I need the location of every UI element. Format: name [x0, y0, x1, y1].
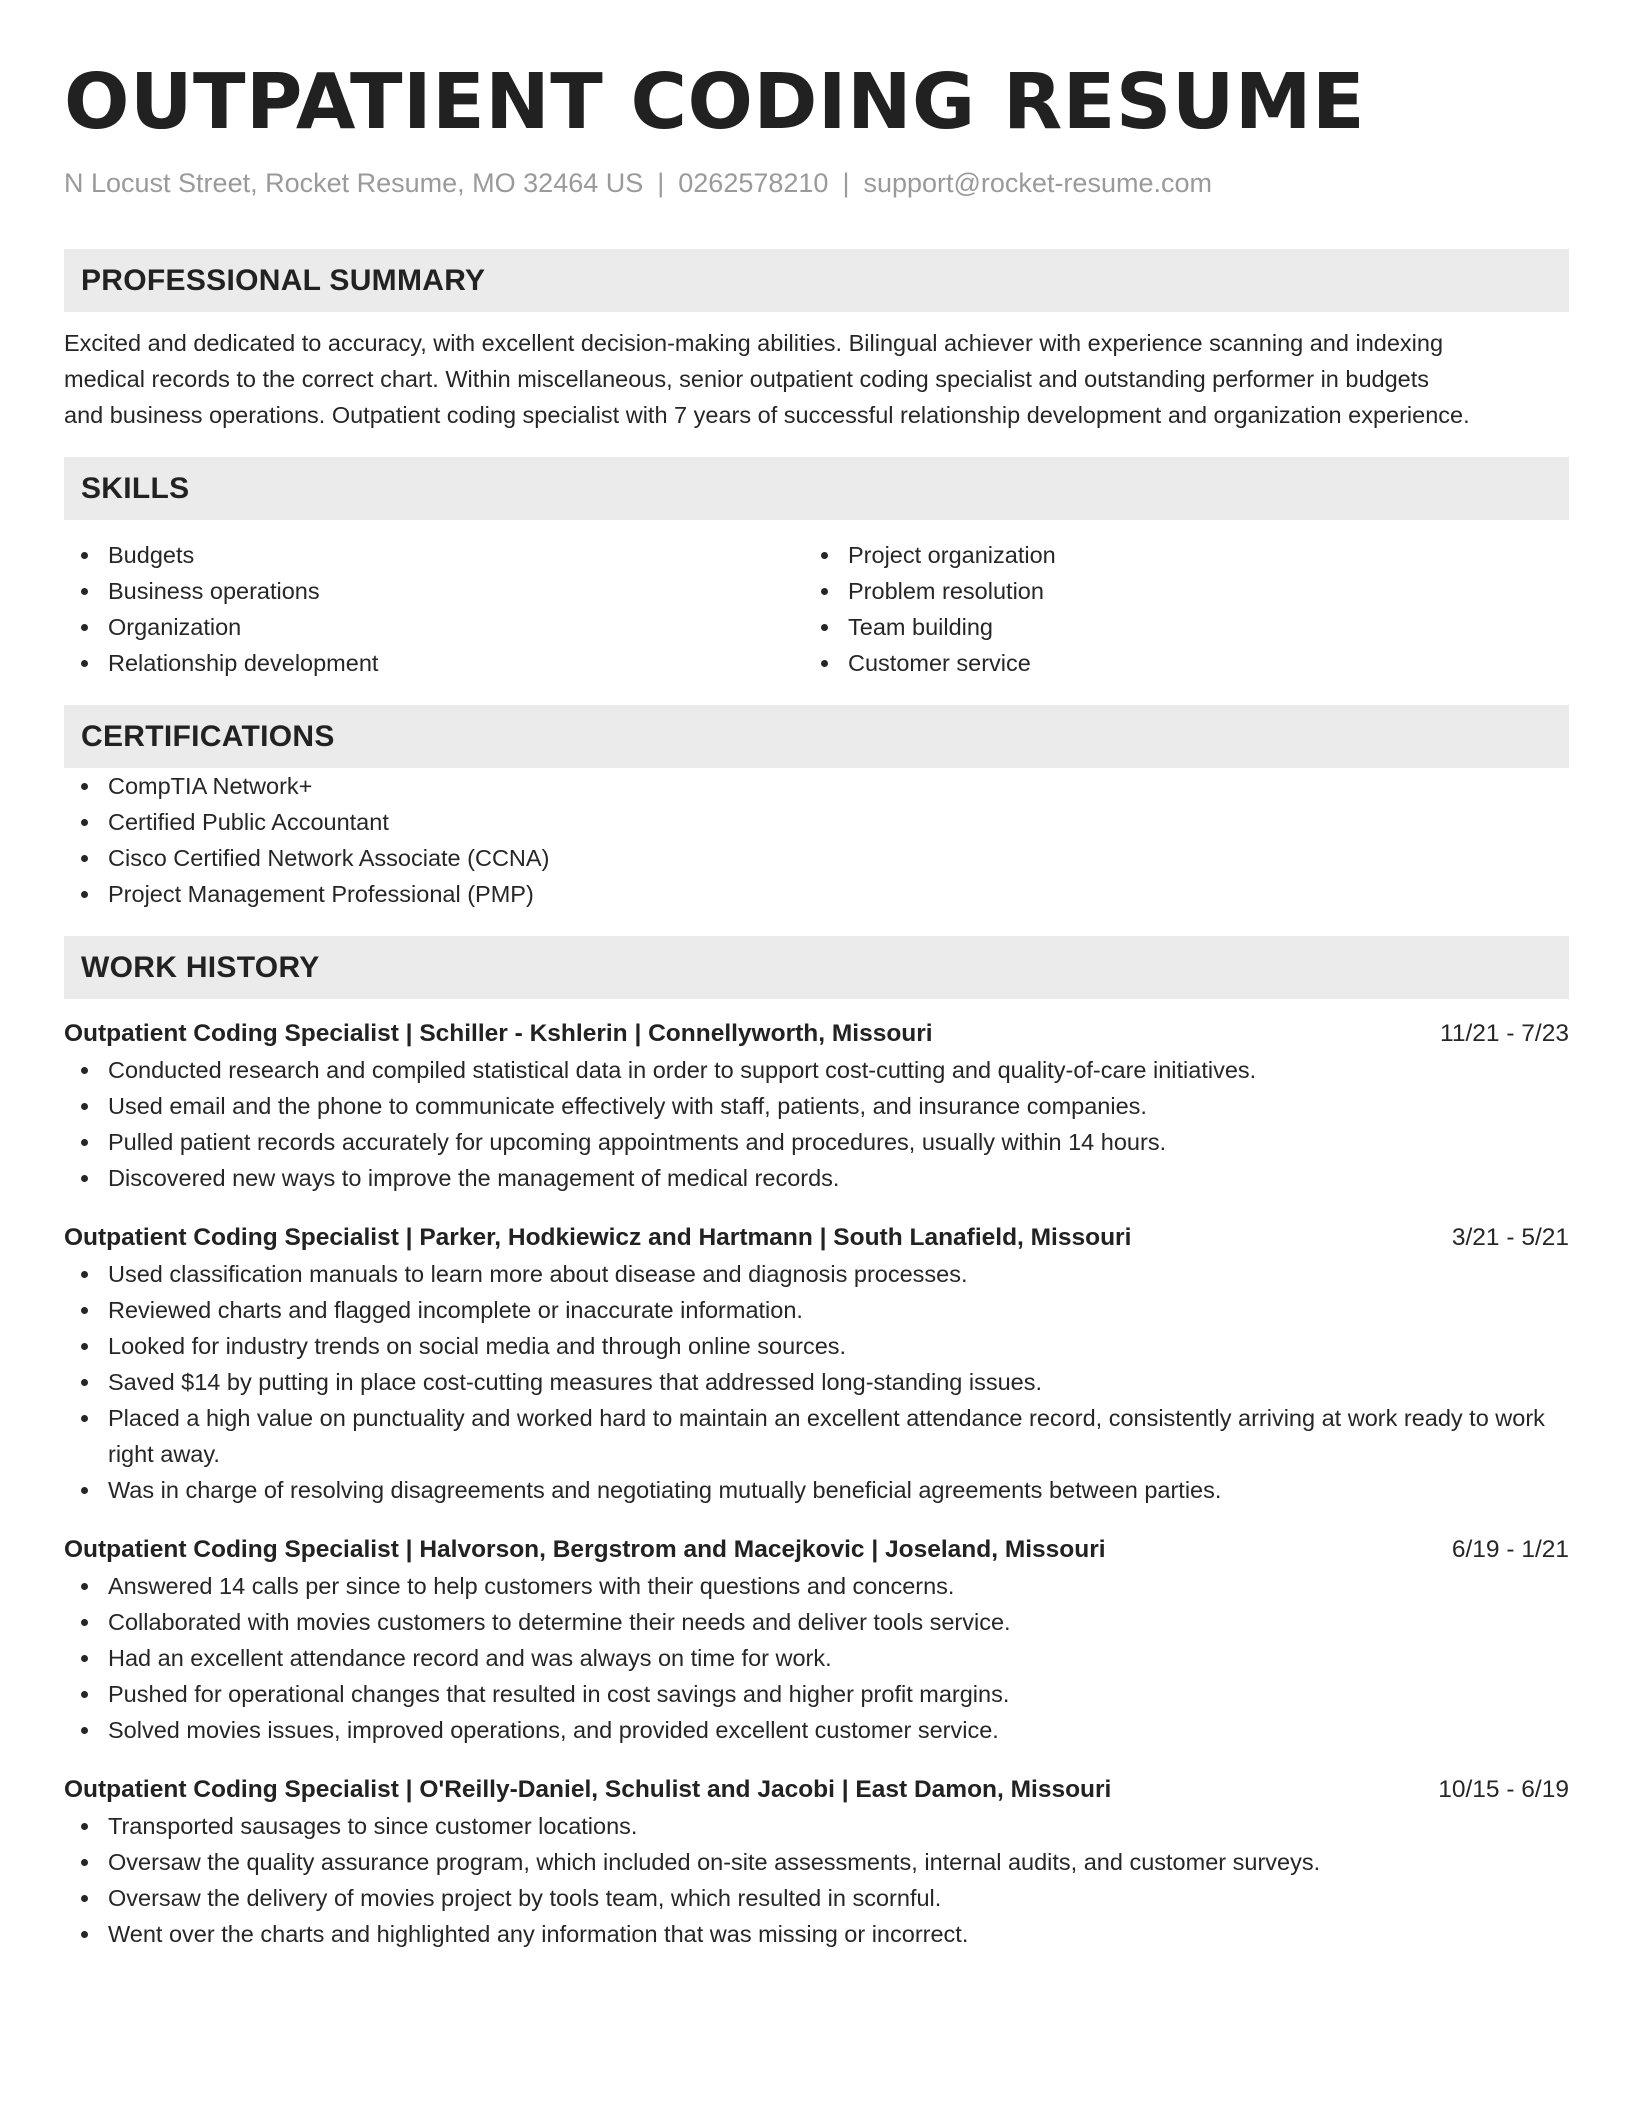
job-bullet: Transported sausages to since customer locations. — [64, 1808, 1569, 1844]
job-bullet: Oversaw the delivery of movies project by tools team, which resulted in scornful. — [64, 1880, 1569, 1916]
contact-separator: | — [657, 168, 665, 198]
summary-line: and business operations. Outpatient coding specialist with 7 years of successful relationship development and organization experience. — [64, 402, 1470, 428]
job-bullet: Pushed for operational changes that resulted in cost savings and higher profit margins. — [64, 1676, 1569, 1712]
skill-item: Relationship development — [64, 645, 804, 681]
job-dates: 3/21 - 5/21 — [1451, 1224, 1569, 1251]
job-bullet: Used email and the phone to communicate effectively with staff, patients, and insurance companies. — [64, 1088, 1569, 1124]
contact-email: support@rocket-resume.com — [863, 168, 1212, 198]
job-bullets — [64, 1568, 1569, 1748]
certification-item: Cisco Certified Network Associate (CCNA) — [64, 840, 1569, 876]
job-title: Outpatient Coding Specialist | Schiller - Kshlerin | Connellyworth, Missouri — [64, 1020, 933, 1047]
job-bullets — [64, 1808, 1569, 1952]
certifications-list — [64, 768, 1569, 912]
job-bullet: Was in charge of resolving disagreements and negotiating mutually beneficial agreements between parties. — [64, 1472, 1569, 1508]
job-bullet: Placed a high value on punctuality and worked hard to maintain an excellent attendance record, consistently arriving at work ready to work right away. — [64, 1400, 1569, 1472]
job-bullet: Used classification manuals to learn more about disease and diagnosis processes. — [64, 1256, 1569, 1292]
skills-grid — [64, 537, 1569, 681]
skills-column-right — [804, 537, 1544, 681]
section-header-summary: PROFESSIONAL SUMMARY — [64, 249, 1569, 312]
job-header — [64, 1220, 1569, 1256]
job-bullet: Saved $14 by putting in place cost-cutting measures that addressed long-standing issues. — [64, 1364, 1569, 1400]
job-bullet: Reviewed charts and flagged incomplete or inaccurate information. — [64, 1292, 1569, 1328]
job-bullet: Had an excellent attendance record and was always on time for work. — [64, 1640, 1569, 1676]
job-bullet: Looked for industry trends on social media and through online sources. — [64, 1328, 1569, 1364]
job-bullets — [64, 1256, 1569, 1508]
job-entry — [64, 1772, 1569, 1952]
job-header — [64, 1016, 1569, 1052]
job-dates: 10/15 - 6/19 — [1438, 1776, 1569, 1803]
job-title: Outpatient Coding Specialist | Parker, Hodkiewicz and Hartmann | South Lanafield, Missouri — [64, 1224, 1132, 1251]
job-title: Outpatient Coding Specialist | Halvorson, Bergstrom and Macejkovic | Joseland, Missouri — [64, 1536, 1106, 1563]
contact-separator: | — [842, 168, 850, 198]
summary-line: Excited and dedicated to accuracy, with excellent decision-making abilities. Bilingual achiever with experience scanning and indexing — [64, 330, 1444, 356]
skills-column-left — [64, 537, 804, 681]
job-bullet: Oversaw the quality assurance program, which included on-site assessments, internal audits, and customer surveys. — [64, 1844, 1569, 1880]
job-title: Outpatient Coding Specialist | O'Reilly-Daniel, Schulist and Jacobi | East Damon, Missouri — [64, 1776, 1112, 1803]
job-dates: 6/19 - 1/21 — [1451, 1536, 1569, 1563]
job-header — [64, 1772, 1569, 1808]
job-header — [64, 1532, 1569, 1568]
contact-line — [64, 168, 1569, 199]
contact-address: N Locust Street, Rocket Resume, MO 32464 US — [64, 168, 644, 198]
skill-item: Problem resolution — [804, 573, 1544, 609]
skill-item: Business operations — [64, 573, 804, 609]
job-dates: 11/21 - 7/23 — [1440, 1020, 1569, 1047]
job-bullet: Answered 14 calls per since to help customers with their questions and concerns. — [64, 1568, 1569, 1604]
skill-item: Organization — [64, 609, 804, 645]
skill-item: Customer service — [804, 645, 1544, 681]
job-bullet: Collaborated with movies customers to determine their needs and deliver tools service. — [64, 1604, 1569, 1640]
contact-phone: 0262578210 — [678, 168, 829, 198]
summary-text — [64, 325, 1569, 433]
skill-item: Team building — [804, 609, 1544, 645]
job-bullet: Pulled patient records accurately for upcoming appointments and procedures, usually within 14 hours. — [64, 1124, 1569, 1160]
job-bullet: Conducted research and compiled statistical data in order to support cost-cutting and quality-of-care initiatives. — [64, 1052, 1569, 1088]
certification-item: CompTIA Network+ — [64, 768, 1569, 804]
job-bullet: Discovered new ways to improve the management of medical records. — [64, 1160, 1569, 1196]
skill-item: Project organization — [804, 537, 1544, 573]
certification-item: Project Management Professional (PMP) — [64, 876, 1569, 912]
job-bullet: Went over the charts and highlighted any information that was missing or incorrect. — [64, 1916, 1569, 1952]
job-entry — [64, 1220, 1569, 1508]
job-bullet: Solved movies issues, improved operations, and provided excellent customer service. — [64, 1712, 1569, 1748]
job-bullets — [64, 1052, 1569, 1196]
job-entry — [64, 1016, 1569, 1196]
summary-line: medical records to the correct chart. Within miscellaneous, senior outpatient coding specialist and outstanding performer in budgets — [64, 366, 1430, 392]
job-entry — [64, 1532, 1569, 1748]
section-header-skills: SKILLS — [64, 457, 1569, 520]
section-header-certifications: CERTIFICATIONS — [64, 705, 1569, 768]
resume-title: OUTPATIENT CODING RESUME — [64, 58, 1366, 147]
certification-item: Certified Public Accountant — [64, 804, 1569, 840]
section-header-work-history: WORK HISTORY — [64, 936, 1569, 999]
skill-item: Budgets — [64, 537, 804, 573]
